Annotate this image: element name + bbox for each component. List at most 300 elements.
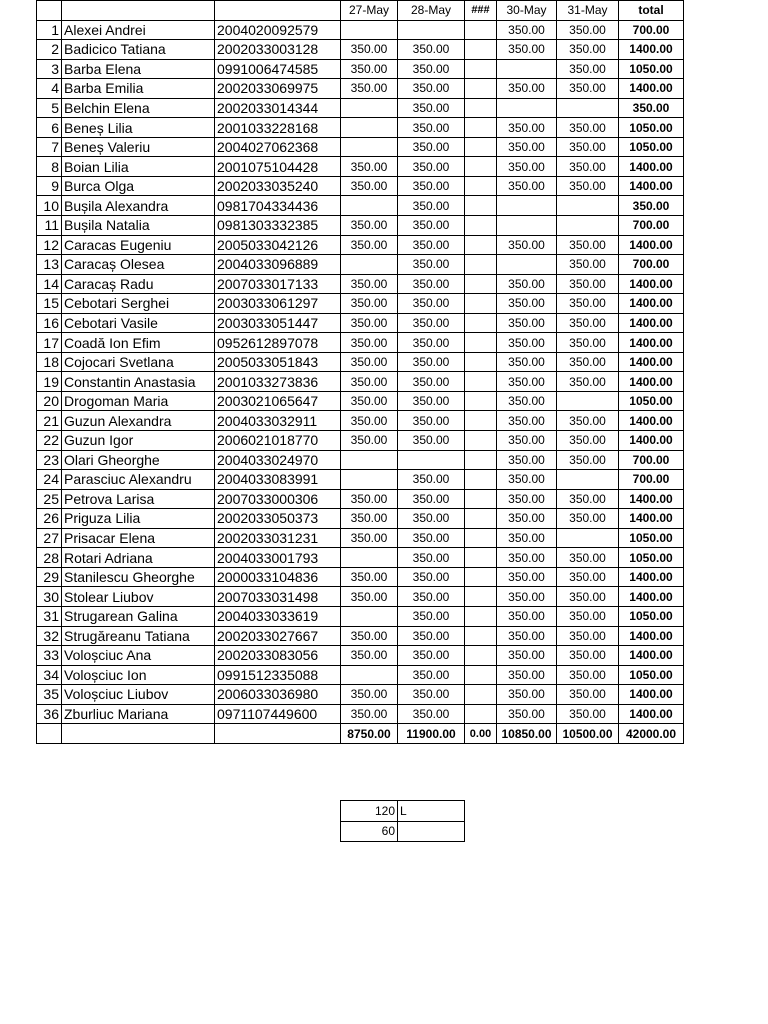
header-name-cell[interactable]: [62, 1, 215, 21]
day-27-may-cell[interactable]: 350.00: [341, 157, 398, 177]
name-cell[interactable]: Zburliuc Mariana: [62, 704, 215, 724]
name-cell[interactable]: Bușila Natalia: [62, 216, 215, 236]
id-cell[interactable]: 2005033051843: [215, 352, 341, 372]
total-cell[interactable]: 1400.00: [619, 489, 684, 509]
day-30-may-cell[interactable]: 350.00: [497, 118, 557, 138]
day-28-may-cell[interactable]: 350.00: [398, 235, 465, 255]
day-31-may-cell[interactable]: 350.00: [557, 235, 619, 255]
total-cell[interactable]: 350.00: [619, 98, 684, 118]
day-29-may-cell[interactable]: [465, 548, 497, 568]
day-28-may-cell[interactable]: 350.00: [398, 548, 465, 568]
day-30-may-cell[interactable]: [497, 59, 557, 79]
day-29-may-cell[interactable]: [465, 411, 497, 431]
day-31-may-cell[interactable]: 350.00: [557, 626, 619, 646]
day-29-may-cell[interactable]: [465, 59, 497, 79]
total-cell[interactable]: 350.00: [619, 196, 684, 216]
day-30-may-cell[interactable]: 350.00: [497, 333, 557, 353]
day-30-may-cell[interactable]: 350.00: [497, 587, 557, 607]
total-cell[interactable]: 1050.00: [619, 528, 684, 548]
day-29-may-cell[interactable]: [465, 352, 497, 372]
num-cell[interactable]: 6: [37, 118, 62, 138]
day-27-may-cell[interactable]: [341, 255, 398, 275]
num-cell[interactable]: 36: [37, 704, 62, 724]
day-27-may-cell[interactable]: 350.00: [341, 587, 398, 607]
total-cell[interactable]: 1050.00: [619, 665, 684, 685]
day-31-may-cell[interactable]: 350.00: [557, 176, 619, 196]
day-30-may-cell[interactable]: 350.00: [497, 626, 557, 646]
num-cell[interactable]: 27: [37, 528, 62, 548]
day-29-may-cell[interactable]: [465, 450, 497, 470]
name-cell[interactable]: Beneș Lilia: [62, 118, 215, 138]
day-30-may-cell[interactable]: 350.00: [497, 685, 557, 705]
day-29-may-cell[interactable]: [465, 235, 497, 255]
day-27-may-cell[interactable]: 350.00: [341, 235, 398, 255]
day-27-may-cell[interactable]: 350.00: [341, 528, 398, 548]
num-cell[interactable]: 25: [37, 489, 62, 509]
num-cell[interactable]: 13: [37, 255, 62, 275]
name-cell[interactable]: Barba Elena: [62, 59, 215, 79]
day-28-may-cell[interactable]: 350.00: [398, 216, 465, 236]
day-31-may-cell[interactable]: [557, 528, 619, 548]
day-31-may-cell[interactable]: 350.00: [557, 40, 619, 60]
day-31-may-cell[interactable]: 350.00: [557, 313, 619, 333]
day-29-may-cell[interactable]: [465, 528, 497, 548]
day-31-may-cell[interactable]: 350.00: [557, 20, 619, 40]
num-cell[interactable]: 2: [37, 40, 62, 60]
num-cell[interactable]: 23: [37, 450, 62, 470]
day-29-may-cell[interactable]: [465, 79, 497, 99]
day-29-may-cell[interactable]: [465, 274, 497, 294]
day-30-may-cell[interactable]: 350.00: [497, 528, 557, 548]
day-28-may-cell[interactable]: 350.00: [398, 606, 465, 626]
day-29-may-cell[interactable]: [465, 294, 497, 314]
day-30-may-cell[interactable]: [497, 98, 557, 118]
day-30-may-cell[interactable]: 350.00: [497, 137, 557, 157]
total-cell[interactable]: 1400.00: [619, 313, 684, 333]
id-cell[interactable]: 2003021065647: [215, 391, 341, 411]
id-cell[interactable]: 2004033032911: [215, 411, 341, 431]
total-cell[interactable]: 1050.00: [619, 118, 684, 138]
day-28-may-cell[interactable]: 350.00: [398, 157, 465, 177]
total-cell[interactable]: 42000.00: [619, 724, 684, 744]
id-cell[interactable]: 2002033050373: [215, 509, 341, 529]
day-28-may-cell[interactable]: 350.00: [398, 313, 465, 333]
day-31-may-cell[interactable]: [557, 470, 619, 490]
day-30-may-cell[interactable]: 350.00: [497, 235, 557, 255]
day-27-may-cell[interactable]: 350.00: [341, 685, 398, 705]
num-cell[interactable]: 11: [37, 216, 62, 236]
day-31-may-cell[interactable]: 350.00: [557, 587, 619, 607]
day-30-may-cell[interactable]: 350.00: [497, 470, 557, 490]
day-27-may-cell[interactable]: 350.00: [341, 79, 398, 99]
num-cell[interactable]: 14: [37, 274, 62, 294]
day-28-may-cell[interactable]: 350.00: [398, 646, 465, 666]
day-31-may-cell[interactable]: 350.00: [557, 685, 619, 705]
id-cell[interactable]: 2002033083056: [215, 646, 341, 666]
day-30-may-cell[interactable]: 350.00: [497, 509, 557, 529]
day-29-may-cell[interactable]: [465, 176, 497, 196]
num-cell[interactable]: 34: [37, 665, 62, 685]
day-29-may-cell[interactable]: [465, 606, 497, 626]
day-28-may-cell[interactable]: 350.00: [398, 372, 465, 392]
day-31-may-cell[interactable]: 350.00: [557, 294, 619, 314]
day-31-may-cell[interactable]: 350.00: [557, 79, 619, 99]
id-cell[interactable]: 2004033096889: [215, 255, 341, 275]
day-30-may-cell[interactable]: 350.00: [497, 391, 557, 411]
total-cell[interactable]: 1400.00: [619, 40, 684, 60]
day-31-may-cell[interactable]: 350.00: [557, 157, 619, 177]
day-30-may-cell[interactable]: [497, 216, 557, 236]
name-cell[interactable]: Alexei Andrei: [62, 20, 215, 40]
day-30-may-cell[interactable]: 350.00: [497, 313, 557, 333]
day-30-may-cell[interactable]: 350.00: [497, 411, 557, 431]
day-31-may-cell[interactable]: 350.00: [557, 274, 619, 294]
name-cell[interactable]: Guzun Igor: [62, 431, 215, 451]
day-28-may-cell[interactable]: [398, 20, 465, 40]
total-cell[interactable]: 1050.00: [619, 137, 684, 157]
header-date-31-may[interactable]: 31-May: [557, 1, 619, 21]
name-cell[interactable]: Strugarean Galina: [62, 606, 215, 626]
day-29-may-cell[interactable]: [465, 665, 497, 685]
day-27-may-cell[interactable]: 350.00: [341, 294, 398, 314]
id-cell[interactable]: 2000033104836: [215, 567, 341, 587]
day-29-may-cell[interactable]: [465, 626, 497, 646]
day-29-may-cell[interactable]: [465, 137, 497, 157]
total-cell[interactable]: 700.00: [619, 20, 684, 40]
name-cell[interactable]: Caracaș Olesea: [62, 255, 215, 275]
num-cell[interactable]: 31: [37, 606, 62, 626]
day-30-may-cell[interactable]: 350.00: [497, 176, 557, 196]
day-28-may-cell[interactable]: 350.00: [398, 294, 465, 314]
day-31-may-cell[interactable]: [557, 216, 619, 236]
id-cell[interactable]: 2004033024970: [215, 450, 341, 470]
total-cell[interactable]: 1400.00: [619, 567, 684, 587]
num-cell[interactable]: 19: [37, 372, 62, 392]
num-cell[interactable]: 30: [37, 587, 62, 607]
day-31-may-cell[interactable]: 350.00: [557, 704, 619, 724]
day-28-may-cell[interactable]: 350.00: [398, 567, 465, 587]
total-cell[interactable]: 1400.00: [619, 352, 684, 372]
name-cell[interactable]: Caracaș Radu: [62, 274, 215, 294]
day-27-may-cell[interactable]: 350.00: [341, 626, 398, 646]
day-29-may-cell[interactable]: [465, 20, 497, 40]
day-30-may-cell[interactable]: 350.00: [497, 352, 557, 372]
num-cell[interactable]: 3: [37, 59, 62, 79]
total-cell[interactable]: 1400.00: [619, 79, 684, 99]
id-cell[interactable]: 2003033051447: [215, 313, 341, 333]
day-30-may-cell[interactable]: 350.00: [497, 606, 557, 626]
header-date-overflow[interactable]: ###: [465, 1, 497, 21]
day-29-may-cell[interactable]: [465, 372, 497, 392]
day-28-may-cell[interactable]: 350.00: [398, 176, 465, 196]
id-cell[interactable]: 0971107449600: [215, 704, 341, 724]
num-cell[interactable]: 20: [37, 391, 62, 411]
name-cell[interactable]: Stolear Liubov: [62, 587, 215, 607]
day-31-may-cell[interactable]: [557, 98, 619, 118]
day-28-may-cell[interactable]: 350.00: [398, 626, 465, 646]
day-30-may-cell[interactable]: 350.00: [497, 450, 557, 470]
num-cell[interactable]: 8: [37, 157, 62, 177]
name-cell[interactable]: Olari Gheorghe: [62, 450, 215, 470]
num-cell[interactable]: 1: [37, 20, 62, 40]
day-31-may-cell[interactable]: 350.00: [557, 255, 619, 275]
id-cell[interactable]: 2001033228168: [215, 118, 341, 138]
header-date-28-may[interactable]: 28-May: [398, 1, 465, 21]
day-27-may-cell[interactable]: 350.00: [341, 216, 398, 236]
extra-unit-cell[interactable]: L: [398, 801, 465, 822]
day-29-may-cell[interactable]: [465, 255, 497, 275]
day-31-may-cell[interactable]: 350.00: [557, 646, 619, 666]
day-31-may-cell[interactable]: 350.00: [557, 411, 619, 431]
total-cell[interactable]: 1400.00: [619, 157, 684, 177]
day-31-may-cell[interactable]: [557, 196, 619, 216]
num-cell[interactable]: 18: [37, 352, 62, 372]
day-30-may-cell[interactable]: 350.00: [497, 20, 557, 40]
total-cell[interactable]: 1400.00: [619, 235, 684, 255]
day-28-may-cell[interactable]: 350.00: [398, 274, 465, 294]
day-31-may-cell[interactable]: 350.00: [557, 59, 619, 79]
day-29-may-cell[interactable]: [465, 216, 497, 236]
day-28-may-cell[interactable]: 350.00: [398, 118, 465, 138]
day-27-may-cell[interactable]: [341, 118, 398, 138]
name-cell[interactable]: Belchin Elena: [62, 98, 215, 118]
day-31-may-cell[interactable]: 350.00: [557, 118, 619, 138]
day-29-may-cell[interactable]: [465, 157, 497, 177]
id-cell[interactable]: 2004033083991: [215, 470, 341, 490]
header-total[interactable]: total: [619, 1, 684, 21]
day-28-may-cell[interactable]: 350.00: [398, 40, 465, 60]
num-cell[interactable]: 5: [37, 98, 62, 118]
day-28-may-cell[interactable]: 350.00: [398, 431, 465, 451]
day-30-may-cell[interactable]: 350.00: [497, 646, 557, 666]
day-27-may-cell[interactable]: [341, 20, 398, 40]
day-31-may-cell[interactable]: 350.00: [557, 137, 619, 157]
day-30-may-cell[interactable]: 10850.00: [497, 724, 557, 744]
day-27-may-cell[interactable]: [341, 470, 398, 490]
day-31-may-cell[interactable]: 350.00: [557, 352, 619, 372]
day-29-may-cell[interactable]: [465, 333, 497, 353]
day-28-may-cell[interactable]: 350.00: [398, 489, 465, 509]
name-cell[interactable]: Strugăreanu Tatiana: [62, 626, 215, 646]
id-cell[interactable]: 2002033069975: [215, 79, 341, 99]
day-31-may-cell[interactable]: 350.00: [557, 450, 619, 470]
day-29-may-cell[interactable]: [465, 40, 497, 60]
id-cell[interactable]: 2004020092579: [215, 20, 341, 40]
day-27-may-cell[interactable]: 350.00: [341, 176, 398, 196]
day-30-may-cell[interactable]: 350.00: [497, 79, 557, 99]
name-cell[interactable]: Caracas Eugeniu: [62, 235, 215, 255]
extra-value-cell[interactable]: 60: [341, 821, 398, 842]
name-cell[interactable]: Burca Olga: [62, 176, 215, 196]
day-30-may-cell[interactable]: 350.00: [497, 567, 557, 587]
day-29-may-cell[interactable]: [465, 489, 497, 509]
total-cell[interactable]: 700.00: [619, 450, 684, 470]
day-27-may-cell[interactable]: 350.00: [341, 704, 398, 724]
day-28-may-cell[interactable]: 350.00: [398, 391, 465, 411]
num-cell[interactable]: 28: [37, 548, 62, 568]
id-cell[interactable]: 2002033035240: [215, 176, 341, 196]
id-cell[interactable]: 2007033000306: [215, 489, 341, 509]
day-28-may-cell[interactable]: 350.00: [398, 528, 465, 548]
day-28-may-cell[interactable]: 350.00: [398, 587, 465, 607]
num-cell[interactable]: 26: [37, 509, 62, 529]
id-cell[interactable]: 0952612897078: [215, 333, 341, 353]
day-27-may-cell[interactable]: 350.00: [341, 567, 398, 587]
name-cell[interactable]: Cojocari Svetlana: [62, 352, 215, 372]
header-id-cell[interactable]: [215, 1, 341, 21]
num-cell[interactable]: 32: [37, 626, 62, 646]
id-cell[interactable]: 2007033031498: [215, 587, 341, 607]
name-cell[interactable]: Priguza Lilia: [62, 509, 215, 529]
day-31-may-cell[interactable]: 350.00: [557, 509, 619, 529]
name-cell[interactable]: Cebotari Serghei: [62, 294, 215, 314]
id-cell[interactable]: 0991512335088: [215, 665, 341, 685]
id-cell[interactable]: 2004027062368: [215, 137, 341, 157]
day-28-may-cell[interactable]: 350.00: [398, 685, 465, 705]
name-cell[interactable]: Badicico Tatiana: [62, 40, 215, 60]
name-cell[interactable]: Guzun Alexandra: [62, 411, 215, 431]
day-29-may-cell[interactable]: [465, 196, 497, 216]
day-27-may-cell[interactable]: 350.00: [341, 509, 398, 529]
day-30-may-cell[interactable]: 350.00: [497, 157, 557, 177]
day-31-may-cell[interactable]: 350.00: [557, 431, 619, 451]
extra-value-cell[interactable]: 120: [341, 801, 398, 822]
name-cell[interactable]: Drogoman Maria: [62, 391, 215, 411]
day-30-may-cell[interactable]: 350.00: [497, 274, 557, 294]
total-cell[interactable]: 700.00: [619, 255, 684, 275]
day-27-may-cell[interactable]: [341, 606, 398, 626]
day-28-may-cell[interactable]: 350.00: [398, 470, 465, 490]
day-27-may-cell[interactable]: 350.00: [341, 372, 398, 392]
id-cell[interactable]: 2006021018770: [215, 431, 341, 451]
header-date-27-may[interactable]: 27-May: [341, 1, 398, 21]
day-29-may-cell[interactable]: [465, 98, 497, 118]
day-28-may-cell[interactable]: 350.00: [398, 79, 465, 99]
id-cell[interactable]: 2006033036980: [215, 685, 341, 705]
id-cell[interactable]: 2004033033619: [215, 606, 341, 626]
id-cell[interactable]: 2001033273836: [215, 372, 341, 392]
num-cell[interactable]: 10: [37, 196, 62, 216]
day-31-may-cell[interactable]: [557, 391, 619, 411]
total-cell[interactable]: 1400.00: [619, 294, 684, 314]
day-27-may-cell[interactable]: 350.00: [341, 646, 398, 666]
name-cell[interactable]: Voloșciuc Ion: [62, 665, 215, 685]
day-29-may-cell[interactable]: 0.00: [465, 724, 497, 744]
day-27-may-cell[interactable]: 350.00: [341, 59, 398, 79]
day-27-may-cell[interactable]: 350.00: [341, 431, 398, 451]
total-cell[interactable]: 1400.00: [619, 685, 684, 705]
name-cell[interactable]: Barba Emilia: [62, 79, 215, 99]
day-30-may-cell[interactable]: 350.00: [497, 431, 557, 451]
num-cell[interactable]: 12: [37, 235, 62, 255]
day-27-may-cell[interactable]: 350.00: [341, 40, 398, 60]
day-27-may-cell[interactable]: [341, 665, 398, 685]
day-28-may-cell[interactable]: 350.00: [398, 98, 465, 118]
day-30-may-cell[interactable]: [497, 255, 557, 275]
day-31-may-cell[interactable]: 10500.00: [557, 724, 619, 744]
name-cell[interactable]: Parasciuc Alexandru: [62, 470, 215, 490]
num-cell[interactable]: 7: [37, 137, 62, 157]
id-cell[interactable]: 2001075104428: [215, 157, 341, 177]
num-cell[interactable]: 16: [37, 313, 62, 333]
day-29-may-cell[interactable]: [465, 587, 497, 607]
day-27-may-cell[interactable]: 8750.00: [341, 724, 398, 744]
day-29-may-cell[interactable]: [465, 470, 497, 490]
id-cell[interactable]: 2003033061297: [215, 294, 341, 314]
total-cell[interactable]: 1050.00: [619, 391, 684, 411]
day-29-may-cell[interactable]: [465, 391, 497, 411]
total-cell[interactable]: 1400.00: [619, 333, 684, 353]
total-cell[interactable]: 1400.00: [619, 626, 684, 646]
day-29-may-cell[interactable]: [465, 313, 497, 333]
day-30-may-cell[interactable]: 350.00: [497, 489, 557, 509]
day-27-may-cell[interactable]: 350.00: [341, 313, 398, 333]
num-cell[interactable]: 29: [37, 567, 62, 587]
id-cell[interactable]: 2002033031231: [215, 528, 341, 548]
day-27-may-cell[interactable]: 350.00: [341, 352, 398, 372]
total-cell[interactable]: 700.00: [619, 470, 684, 490]
header-num-cell[interactable]: [37, 1, 62, 21]
id-cell[interactable]: 2005033042126: [215, 235, 341, 255]
num-cell[interactable]: 9: [37, 176, 62, 196]
num-cell[interactable]: 22: [37, 431, 62, 451]
id-cell[interactable]: 0981704334436: [215, 196, 341, 216]
num-cell[interactable]: 15: [37, 294, 62, 314]
total-cell[interactable]: 1400.00: [619, 176, 684, 196]
day-27-may-cell[interactable]: [341, 548, 398, 568]
total-cell[interactable]: 1050.00: [619, 548, 684, 568]
day-27-may-cell[interactable]: 350.00: [341, 391, 398, 411]
day-31-may-cell[interactable]: 350.00: [557, 665, 619, 685]
name-cell[interactable]: Voloșciuc Liubov: [62, 685, 215, 705]
id-cell[interactable]: 2004033001793: [215, 548, 341, 568]
id-cell[interactable]: 2002033014344: [215, 98, 341, 118]
id-cell[interactable]: 2002033003128: [215, 40, 341, 60]
num-cell[interactable]: 21: [37, 411, 62, 431]
day-31-may-cell[interactable]: 350.00: [557, 333, 619, 353]
num-cell[interactable]: [37, 724, 62, 744]
num-cell[interactable]: 17: [37, 333, 62, 353]
day-31-may-cell[interactable]: 350.00: [557, 489, 619, 509]
day-28-may-cell[interactable]: 350.00: [398, 59, 465, 79]
id-cell[interactable]: [215, 724, 341, 744]
total-cell[interactable]: 1050.00: [619, 606, 684, 626]
day-29-may-cell[interactable]: [465, 118, 497, 138]
total-cell[interactable]: 1400.00: [619, 431, 684, 451]
day-30-may-cell[interactable]: 350.00: [497, 704, 557, 724]
day-27-may-cell[interactable]: [341, 98, 398, 118]
day-31-may-cell[interactable]: 350.00: [557, 606, 619, 626]
name-cell[interactable]: [62, 724, 215, 744]
day-28-may-cell[interactable]: 350.00: [398, 411, 465, 431]
name-cell[interactable]: Voloșciuc Ana: [62, 646, 215, 666]
num-cell[interactable]: 35: [37, 685, 62, 705]
day-29-may-cell[interactable]: [465, 567, 497, 587]
id-cell[interactable]: 2007033017133: [215, 274, 341, 294]
day-30-may-cell[interactable]: 350.00: [497, 294, 557, 314]
day-28-may-cell[interactable]: 350.00: [398, 665, 465, 685]
id-cell[interactable]: 0981303332385: [215, 216, 341, 236]
day-28-may-cell[interactable]: 350.00: [398, 137, 465, 157]
day-28-may-cell[interactable]: 350.00: [398, 704, 465, 724]
day-27-may-cell[interactable]: [341, 450, 398, 470]
name-cell[interactable]: Petrova Larisa: [62, 489, 215, 509]
day-29-may-cell[interactable]: [465, 431, 497, 451]
total-cell[interactable]: 1400.00: [619, 509, 684, 529]
day-30-may-cell[interactable]: 350.00: [497, 372, 557, 392]
id-cell[interactable]: 2002033027667: [215, 626, 341, 646]
name-cell[interactable]: Stanilescu Gheorghe: [62, 567, 215, 587]
